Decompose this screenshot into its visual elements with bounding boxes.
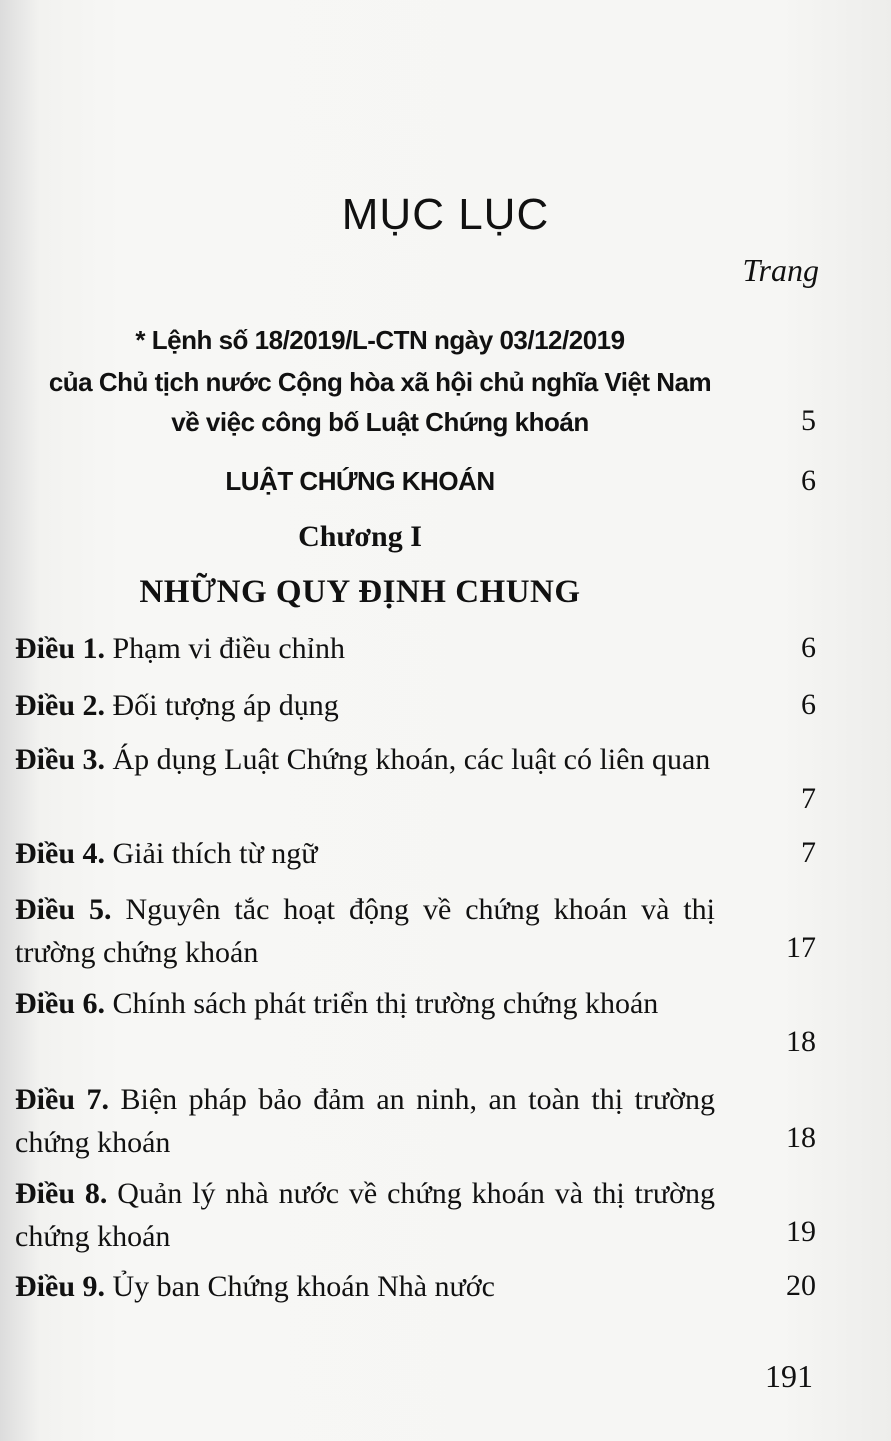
entry-text: Đối tượng áp dụng [112,689,339,722]
entry-text: Giải thích từ ngữ [112,837,318,870]
toc-entry [15,888,715,974]
order-page: 5 [801,404,816,437]
entry-label: Điều 5. [15,893,112,926]
entry-page: 20 [786,1269,816,1302]
entry-page: 18 [786,1025,816,1058]
entry-page: 6 [801,631,816,664]
entry-text: Biện pháp bảo đảm an ninh, an toàn thị trường chứng khoán [15,1083,715,1159]
entry-label: Điều 7. [15,1083,109,1116]
entry-label: Điều 6. [15,987,105,1020]
page-column-header: Trang [742,252,819,288]
law-title: LUẬT CHỨNG KHOÁN [225,466,495,496]
order-line-1: * Lệnh số 18/2019/L-CTN ngày 03/12/2019 [135,325,625,355]
toc-entry [15,1265,715,1308]
entry-text: Nguyên tắc hoạt động về chứng khoán và thị trường chứng khoán [15,893,716,969]
chapter-title: NHỮNG QUY ĐỊNH CHUNG [139,574,581,610]
entry-page: 17 [786,931,816,964]
toc-entry [15,1172,715,1258]
entry-page: 18 [786,1121,816,1154]
toc-entry [15,684,715,727]
entry-text: Quản lý nhà nước về chứng khoán và thị trường chứng khoán [15,1177,715,1253]
entry-label: Điều 3. [15,743,105,776]
toc-entry [15,1078,715,1164]
entry-label: Điều 4. [15,837,105,870]
page-title: MỤC LỤC [341,190,550,239]
entry-label: Điều 2. [15,689,105,722]
entry-label: Điều 9. [15,1270,105,1303]
entry-page: 7 [801,782,816,815]
entry-text: Phạm vi điều chỉnh [112,632,345,665]
chapter-number: Chương I [298,520,422,553]
law-page: 6 [801,464,816,497]
entry-page: 19 [786,1215,816,1248]
entry-label: Điều 8. [15,1177,108,1210]
entry-page: 6 [801,688,816,721]
entry-label: Điều 1. [15,632,105,665]
entry-text: Áp dụng Luật Chứng khoán, các luật có liên quan [112,743,711,776]
toc-entry [15,832,715,875]
toc-entry [15,627,715,670]
entry-text: Chính sách phát triển thị trường chứng khoán [112,987,659,1020]
order-line-3: về việc công bố Luật Chứng khoán [171,407,589,437]
order-line-2: của Chủ tịch nước Cộng hòa xã hội chủ nghĩa Việt Nam [48,367,712,397]
page-number: 191 [765,1358,813,1394]
entry-page: 7 [801,836,816,869]
toc-entry [15,738,715,781]
toc-entry [15,982,715,1025]
entry-text: Ủy ban Chứng khoán Nhà nước [112,1270,495,1303]
